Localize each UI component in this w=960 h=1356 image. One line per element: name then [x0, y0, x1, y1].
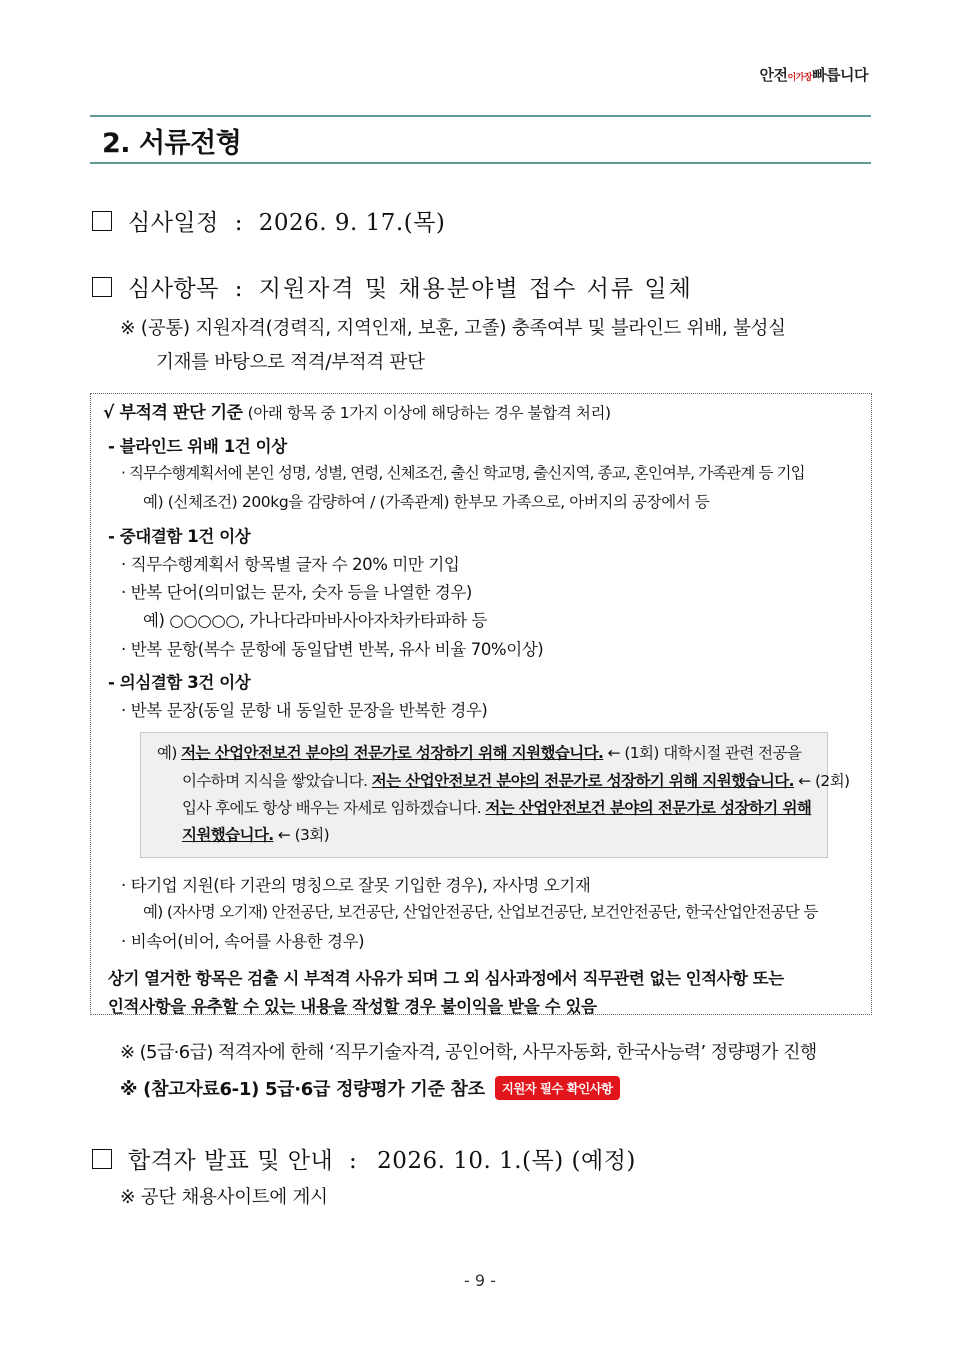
- logo-text-3: 가장: [795, 73, 813, 83]
- example-text-4: 입사 후에도 항상 배우는 자세로 임하겠습니다.: [182, 799, 482, 817]
- checkbox-square-icon: [92, 1149, 112, 1169]
- suspect-line4: · 비속어(비어, 속어를 사용한 경우): [121, 932, 365, 951]
- major-line3: 예) ○○○○○, 가나다라마바사아자차카타파하 등: [143, 611, 488, 630]
- example-text-1: ← (1회) 대학시절 관련 전공을: [607, 744, 802, 762]
- section-title: 2. 서류전형: [102, 128, 242, 159]
- announcement-note: ※ 공단 채용사이트에 게시: [120, 1187, 328, 1208]
- summary-line1: 상기 열거한 항목은 검출 시 부적격 사유가 되며 그 외 심사과정에서 직무관련 없는 인적사항 또는: [108, 969, 784, 988]
- items-value: 지원자격 및 채용분야별 접수 서류 일체: [258, 276, 693, 302]
- after-note-line1: ※ (5급·6급) 적격자에 한해 ‘직무기술자격, 공인어학, 사무자동화, 한국사능력’ 정량평가 진행: [120, 1042, 817, 1063]
- criteria-title: √ 부적격 판단 기준: [103, 403, 243, 423]
- criteria-box: [90, 393, 872, 1015]
- suspect-line1: · 반복 문장(동일 문항 내 동일한 문장을 반복한 경우): [121, 701, 488, 720]
- example-line2: [182, 769, 850, 791]
- header-logo: [759, 64, 868, 85]
- schedule-heading: [92, 204, 445, 237]
- items-label: 심사항목: [128, 276, 219, 302]
- suspect-line2: · 타기업 지원(타 기관의 명칭으로 잘못 기입한 경우), 자사명 오기재: [121, 876, 591, 895]
- example-prefix: 예): [157, 744, 177, 762]
- blind-line2: 예) (신체조건) 200kg을 감량하여 / (가족관계) 한부모 가족으로, 아버지의 공장에서 등: [143, 493, 710, 511]
- items-colon: :: [234, 276, 243, 302]
- suspect-line3: 예) (자사명 오기재) 안전공단, 보건공단, 산업안전공단, 산업보건공단, 보건안전공단, 한국산업안전공단 등: [143, 903, 818, 921]
- example-line4: [182, 823, 329, 845]
- schedule-colon: :: [234, 210, 243, 236]
- items-note-line2: 기재를 바탕으로 적격/부적격 판단: [156, 352, 425, 373]
- major-heading: - 중대결함 1건 이상: [108, 527, 251, 546]
- logo-text-4: 빠릅니다: [812, 66, 868, 84]
- example-box: [140, 732, 850, 858]
- logo-text-1: 안전: [759, 66, 788, 84]
- major-line1: · 직무수행계획서 항목별 글자 수 20% 미만 기입: [121, 555, 460, 574]
- top-rule: [90, 115, 871, 117]
- major-line4: · 반복 문항(복수 문항에 동일답변 반복, 유사 비율 70%이상): [121, 640, 544, 659]
- checkbox-square-icon: [92, 211, 112, 231]
- example-text-2: 이수하며 지식을 쌓았습니다.: [182, 772, 368, 790]
- required-badge: 지원자 필수 확인사항: [495, 1076, 620, 1100]
- major-line2: · 반복 단어(의미없는 문자, 숫자 등을 나열한 경우): [121, 583, 472, 602]
- items-note-line1: ※ (공통) 지원자격(경력직, 지역인재, 보훈, 고졸) 충족여부 및 블라인드 위배, 불성실: [120, 318, 786, 339]
- example-sentence-3b: 지원했습니다.: [182, 826, 274, 844]
- criteria-title-row: [103, 398, 611, 423]
- announcement-value: 2026. 10. 1.(목) (예정): [377, 1148, 636, 1174]
- after-note-line2: ※ (참고자료6-1) 5급·6급 정량평가 기준 참조: [120, 1079, 485, 1100]
- example-line1: [157, 741, 801, 763]
- schedule-value: 2026. 9. 17.(목): [258, 210, 446, 236]
- announcement-colon: :: [349, 1148, 358, 1174]
- announcement-label: 합격자 발표 및 안내: [128, 1148, 334, 1174]
- criteria-subtitle: (아래 항목 중 1가지 이상에 해당하는 경우 불합격 처리): [247, 404, 611, 422]
- schedule-label: 심사일정: [128, 210, 219, 236]
- logo-text-2: 이: [787, 73, 796, 83]
- announcement-heading: [92, 1142, 636, 1175]
- blind-heading: - 블라인드 위배 1건 이상: [108, 437, 287, 456]
- blind-line1: · 직무수행계획서에 본인 성명, 성별, 연령, 신체조건, 출신 학교명, 출신지역, 종교, 혼인여부, 가족관계 등 기입: [121, 464, 805, 482]
- page-number: - 9 -: [464, 1271, 496, 1290]
- example-text-3: ← (2회): [798, 772, 850, 790]
- suspect-heading: - 의심결함 3건 이상: [108, 673, 251, 692]
- summary-line2: 인적사항을 유추할 수 있는 내용을 작성할 경우 불이익을 받을 수 있음: [108, 997, 597, 1016]
- example-sentence-3a: 저는 산업안전보건 분야의 전문가로 성장하기 위해: [485, 799, 812, 817]
- items-heading: [92, 270, 693, 303]
- after-note-line2-row: [120, 1075, 620, 1101]
- example-sentence-2: 저는 산업안전보건 분야의 전문가로 성장하기 위해 지원했습니다.: [371, 772, 794, 790]
- example-text-5: ← (3회): [277, 826, 330, 844]
- example-line3: [182, 796, 811, 818]
- checkbox-square-icon: [92, 277, 112, 297]
- bottom-rule: [90, 162, 871, 164]
- example-sentence-1: 저는 산업안전보건 분야의 전문가로 성장하기 위해 지원했습니다.: [181, 744, 604, 762]
